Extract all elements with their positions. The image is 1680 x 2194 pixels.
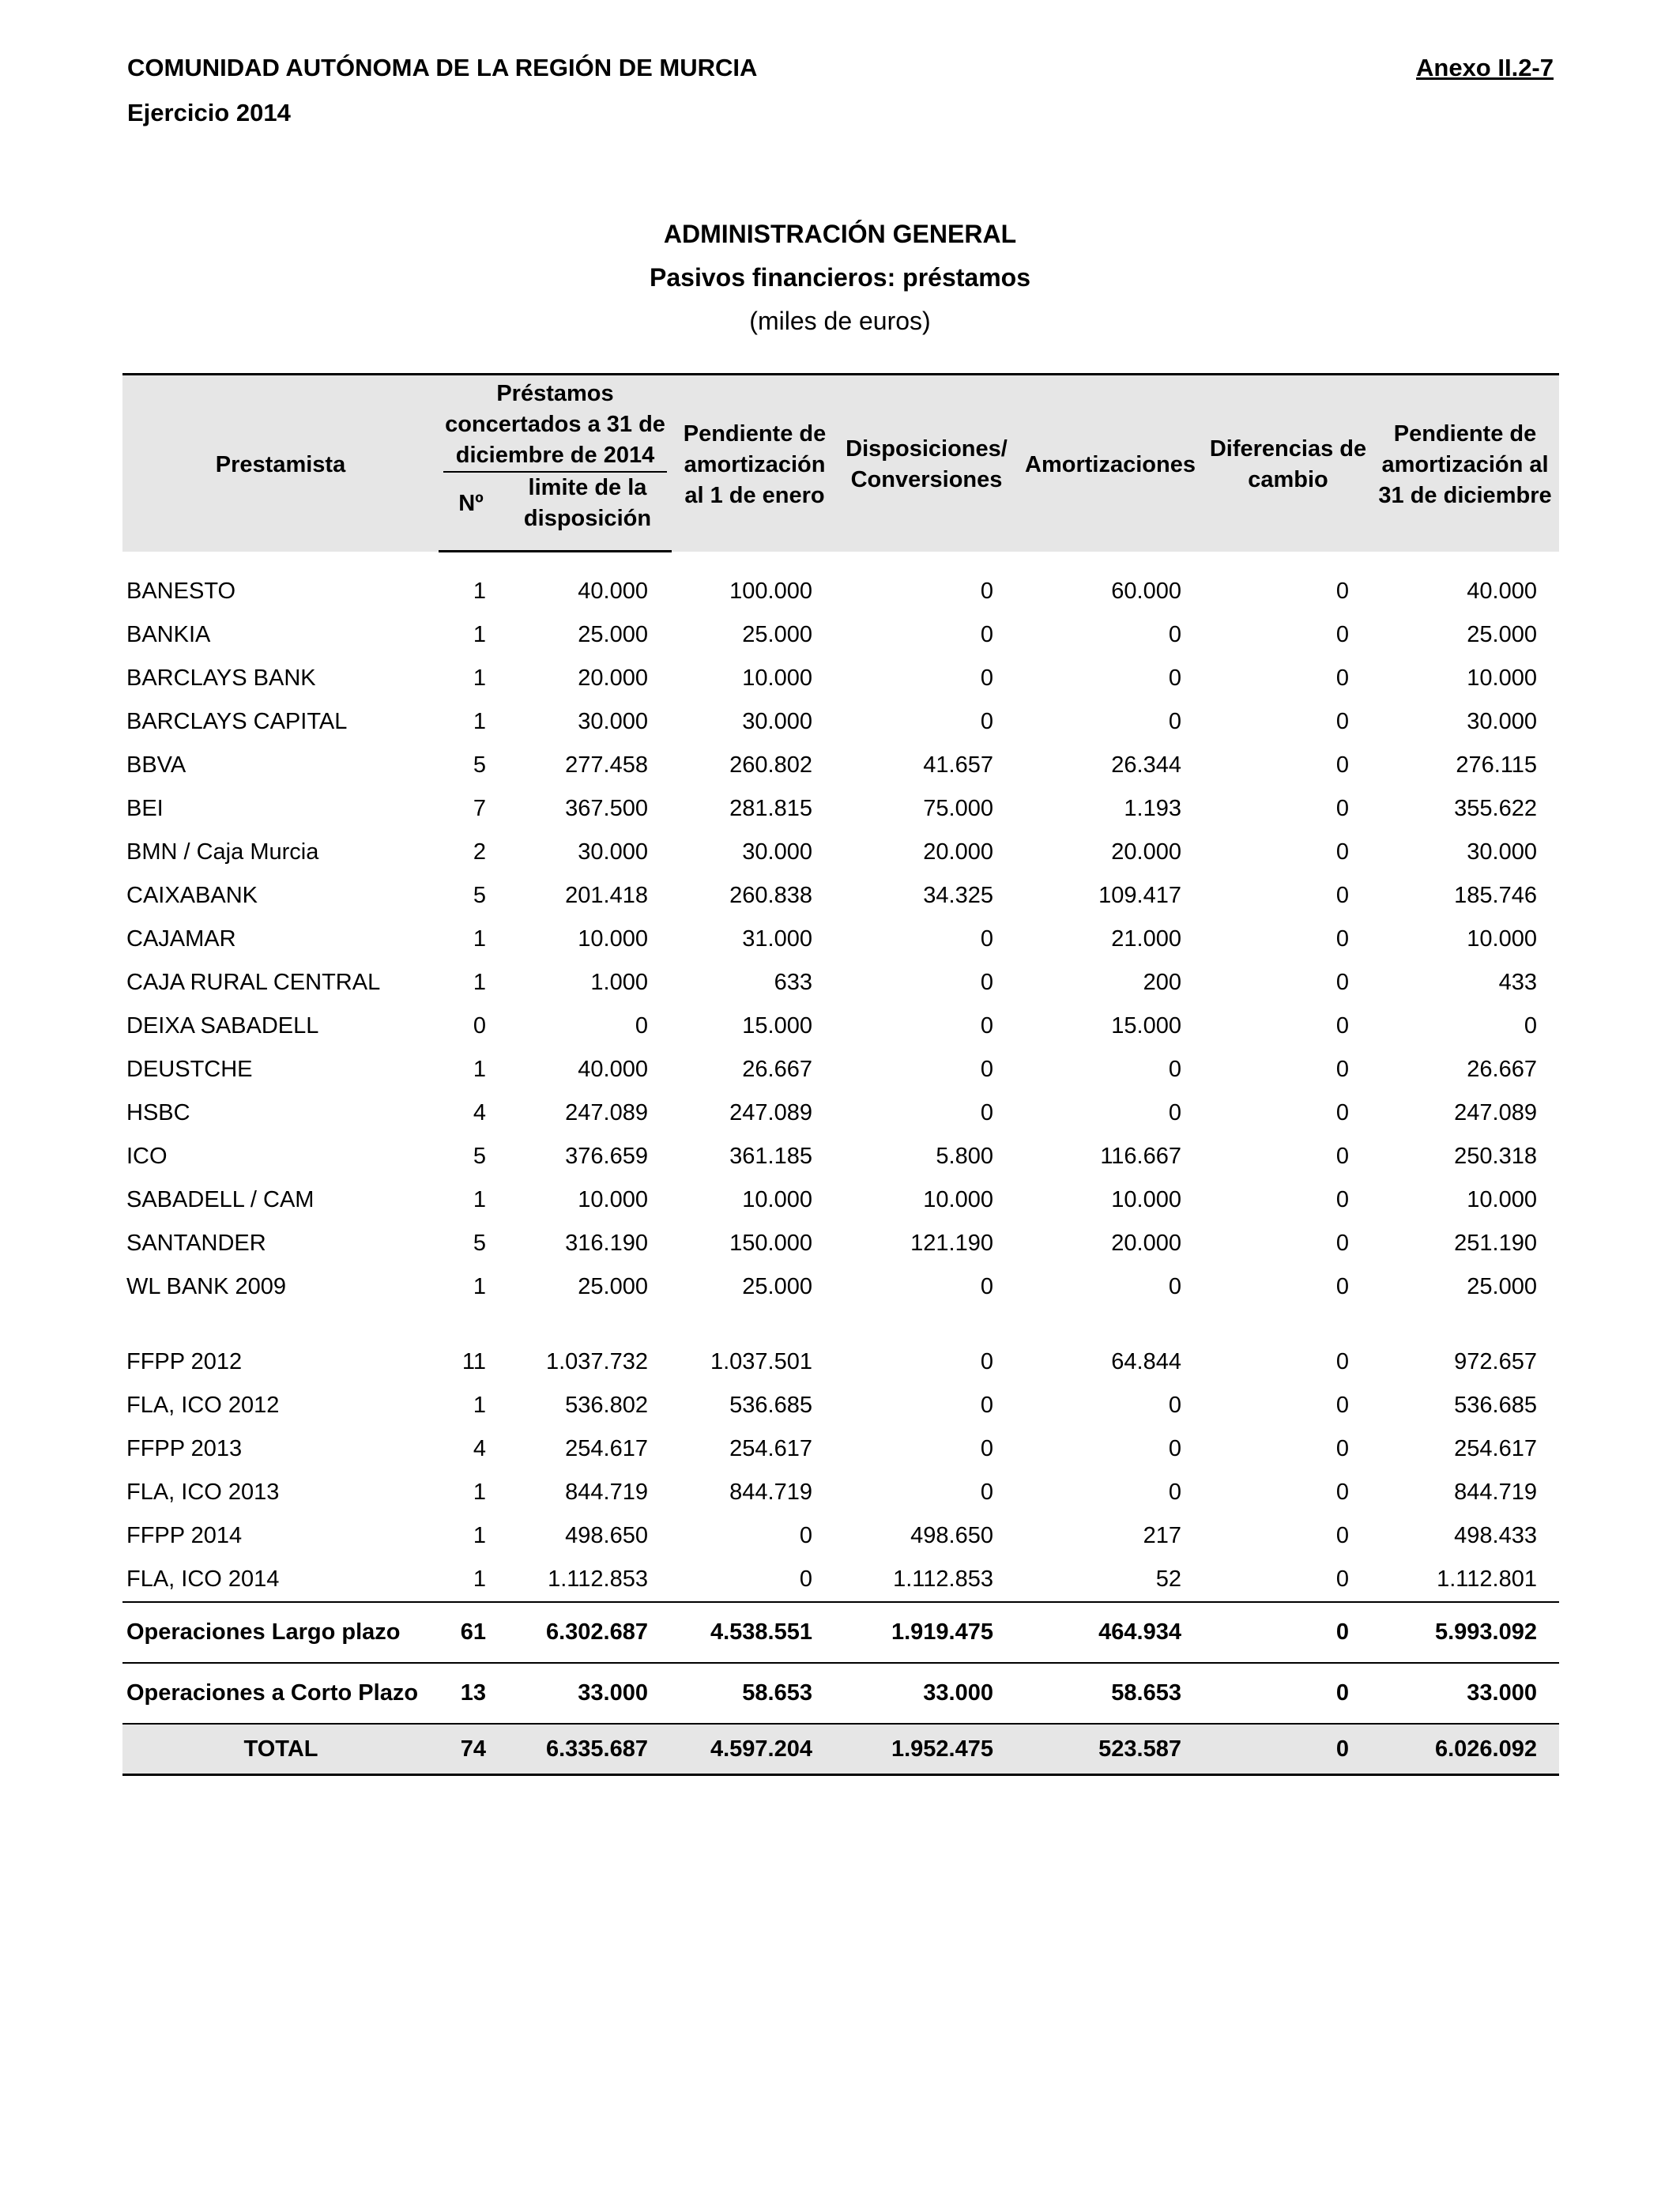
cell-pend-ini: 150.000	[729, 1231, 812, 1256]
cell-n: 5	[473, 1231, 486, 1256]
cell-pend-ini: 15.000	[742, 1013, 812, 1039]
header-pendiente-inicio: Pendiente de amortización al 1 de enero	[672, 375, 838, 552]
cell-n: 4	[473, 1436, 486, 1461]
cell-pend-ini: 281.815	[729, 796, 812, 821]
cell-pend-fin: 247.089	[1454, 1100, 1537, 1125]
lender-name: CAJAMAR	[126, 926, 236, 952]
header-limite: limite de la disposición	[503, 473, 672, 552]
cell-disp: 0	[980, 970, 993, 995]
table-row	[122, 918, 1559, 961]
cell-pend-ini: 0	[799, 1566, 812, 1592]
table-row	[122, 1178, 1559, 1222]
cell-pend-fin: 844.719	[1454, 1480, 1537, 1505]
cell-limite: 201.418	[565, 883, 648, 908]
lender-name: FLA, ICO 2012	[126, 1393, 280, 1418]
cell-amort: 0	[1168, 1057, 1181, 1082]
table-row	[122, 1427, 1559, 1471]
cell-disp: 0	[980, 622, 993, 647]
cell-disp: 0	[980, 1436, 993, 1461]
cell-limite: 6.335.687	[503, 1724, 672, 1775]
cell-dif: 0	[1335, 1231, 1349, 1256]
cell-dif: 0	[1335, 970, 1349, 995]
cell-amort: 0	[1168, 1100, 1181, 1125]
table-row	[122, 1048, 1559, 1091]
cell-disp: 10.000	[923, 1187, 993, 1212]
cell-n: 1	[473, 926, 486, 952]
cell-n: 4	[473, 1100, 486, 1125]
cell-dif: 0	[1335, 1274, 1349, 1299]
cell-disp: 0	[980, 709, 993, 734]
lender-name: FLA, ICO 2013	[126, 1480, 280, 1505]
cell-pend-ini: 25.000	[742, 1274, 812, 1299]
subtotal-largo-plazo-row	[122, 1602, 1559, 1663]
cell-dif: 0	[1335, 926, 1349, 952]
header-prestamos-group	[439, 375, 672, 473]
lender-name: BARCLAYS BANK	[126, 665, 316, 691]
cell-n: 1	[473, 1480, 486, 1505]
cell-dif: 0	[1335, 752, 1349, 778]
cell-limite: 10.000	[578, 926, 648, 952]
cell-amort: 0	[1168, 622, 1181, 647]
table-row	[122, 1340, 1559, 1384]
table-row	[122, 1265, 1559, 1309]
cell-pend-fin: 10.000	[1467, 926, 1537, 952]
cell-disp: 0	[980, 1100, 993, 1125]
lender-name: BANKIA	[126, 622, 211, 647]
cell-pend-ini: 10.000	[742, 1187, 812, 1212]
lender-name: TOTAL	[122, 1724, 439, 1775]
cell-dif: 0	[1335, 1523, 1349, 1548]
cell-pend-fin: 10.000	[1467, 665, 1537, 691]
cell-pend-fin: 1.112.801	[1437, 1566, 1537, 1592]
cell-limite: 316.190	[565, 1231, 648, 1256]
cell-pend-fin: 6.026.092	[1371, 1724, 1559, 1775]
cell-disp: 75.000	[923, 796, 993, 821]
table-row	[122, 874, 1559, 918]
cell-disp: 20.000	[923, 839, 993, 865]
header-amortizaciones: Amortizaciones	[1015, 375, 1205, 552]
cell-limite: 376.659	[565, 1144, 648, 1169]
cell-pend-ini: 100.000	[729, 579, 812, 604]
cell-n: 0	[473, 1013, 486, 1039]
cell-pend-ini: 844.719	[729, 1480, 812, 1505]
cell-dif: 0	[1335, 1566, 1349, 1592]
cell-amort: 0	[1168, 665, 1181, 691]
lender-name: FFPP 2013	[126, 1436, 243, 1461]
table-row	[122, 961, 1559, 1005]
cell-pend-ini: 10.000	[742, 665, 812, 691]
table-row	[122, 1384, 1559, 1427]
cell-pend-ini: 4.597.204	[672, 1724, 838, 1775]
subtotal-corto-plazo-row	[122, 1663, 1559, 1724]
cell-amort: 15.000	[1111, 1013, 1181, 1039]
cell-disp: 0	[980, 1393, 993, 1418]
cell-dif: 0	[1335, 1013, 1349, 1039]
lender-name: BMN / Caja Murcia	[126, 839, 319, 865]
cell-pend-fin: 25.000	[1467, 622, 1537, 647]
cell-dif: 0	[1205, 1724, 1371, 1775]
lender-name: DEIXA SABADELL	[126, 1013, 319, 1039]
cell-limite: 536.802	[565, 1393, 648, 1418]
cell-pend-fin: 185.746	[1454, 883, 1537, 908]
lender-name: DEUSTCHE	[126, 1057, 253, 1082]
cell-pend-fin: 972.657	[1454, 1349, 1537, 1374]
loans-table	[122, 373, 1559, 1776]
cell-amort: 10.000	[1111, 1187, 1181, 1212]
header-disposiciones: Disposiciones/ Conversiones	[838, 375, 1015, 552]
cell-limite: 1.037.732	[545, 1349, 648, 1374]
table-row	[122, 657, 1559, 700]
cell-amort: 464.934	[1015, 1602, 1205, 1663]
cell-limite: 25.000	[578, 622, 648, 647]
cell-amort: 60.000	[1111, 579, 1181, 604]
cell-dif: 0	[1335, 796, 1349, 821]
cell-dif: 0	[1335, 1480, 1349, 1505]
cell-amort: 0	[1168, 1480, 1181, 1505]
cell-amort: 26.344	[1111, 752, 1181, 778]
cell-amort: 0	[1168, 1274, 1181, 1299]
cell-amort: 523.587	[1015, 1724, 1205, 1775]
cell-disp: 0	[980, 1480, 993, 1505]
cell-pend-ini: 260.802	[729, 752, 812, 778]
cell-pend-fin: 25.000	[1467, 1274, 1537, 1299]
cell-pend-ini: 25.000	[742, 622, 812, 647]
table-row	[122, 1005, 1559, 1048]
header-numero: Nº	[439, 473, 503, 552]
cell-amort: 109.417	[1098, 883, 1181, 908]
cell-n: 7	[473, 796, 486, 821]
table-row	[122, 1514, 1559, 1558]
cell-n: 1	[473, 1566, 486, 1592]
cell-pend-fin: 33.000	[1371, 1663, 1559, 1724]
cell-disp: 33.000	[838, 1663, 1015, 1724]
cell-n: 1	[473, 970, 486, 995]
cell-limite: 33.000	[503, 1663, 672, 1724]
lender-name: SANTANDER	[126, 1231, 266, 1256]
cell-n: 2	[473, 839, 486, 865]
cell-n: 13	[439, 1663, 503, 1724]
lender-name: SABADELL / CAM	[126, 1187, 315, 1212]
cell-pend-ini: 361.185	[729, 1144, 812, 1169]
cell-pend-fin: 5.993.092	[1371, 1602, 1559, 1663]
cell-dif: 0	[1335, 1144, 1349, 1169]
cell-limite: 0	[635, 1013, 648, 1039]
cell-pend-fin: 251.190	[1454, 1231, 1537, 1256]
cell-amort: 0	[1168, 1393, 1181, 1418]
cell-limite: 1.000	[590, 970, 648, 995]
cell-dif: 0	[1335, 1187, 1349, 1212]
cell-limite: 30.000	[578, 839, 648, 865]
cell-disp: 1.919.475	[838, 1602, 1015, 1663]
table-row	[122, 1471, 1559, 1514]
cell-amort: 64.844	[1111, 1349, 1181, 1374]
cell-pend-fin: 0	[1524, 1013, 1537, 1039]
total-row	[122, 1724, 1559, 1775]
cell-limite: 40.000	[578, 1057, 648, 1082]
cell-disp: 41.657	[923, 752, 993, 778]
lender-name: BANESTO	[126, 579, 236, 604]
cell-pend-ini: 247.089	[729, 1100, 812, 1125]
cell-disp: 1.952.475	[838, 1724, 1015, 1775]
cell-pend-fin: 26.667	[1467, 1057, 1537, 1082]
cell-n: 61	[439, 1602, 503, 1663]
cell-pend-fin: 10.000	[1467, 1187, 1537, 1212]
table-row	[122, 570, 1559, 613]
lender-name: WL BANK 2009	[126, 1274, 287, 1299]
cell-limite: 367.500	[565, 796, 648, 821]
cell-disp: 0	[980, 665, 993, 691]
lender-name: FFPP 2012	[126, 1349, 243, 1374]
cell-pend-fin: 30.000	[1467, 709, 1537, 734]
cell-amort: 58.653	[1015, 1663, 1205, 1724]
table-row	[122, 1222, 1559, 1265]
cell-amort: 217	[1143, 1523, 1181, 1548]
cell-limite: 6.302.687	[503, 1602, 672, 1663]
cell-dif: 0	[1335, 839, 1349, 865]
cell-pend-ini: 0	[799, 1523, 812, 1548]
lender-name: FLA, ICO 2014	[126, 1566, 280, 1592]
table-row	[122, 1091, 1559, 1135]
cell-limite: 1.112.853	[548, 1566, 648, 1592]
lender-name: Operaciones Largo plazo	[122, 1602, 439, 1663]
cell-dif: 0	[1335, 579, 1349, 604]
cell-disp: 498.650	[910, 1523, 993, 1548]
cell-pend-fin: 536.685	[1454, 1393, 1537, 1418]
cell-pend-ini: 31.000	[742, 926, 812, 952]
cell-pend-ini: 254.617	[729, 1436, 812, 1461]
cell-limite: 247.089	[565, 1100, 648, 1125]
cell-pend-fin: 498.433	[1454, 1523, 1537, 1548]
cell-dif: 0	[1205, 1663, 1371, 1724]
cell-n: 11	[461, 1349, 486, 1374]
cell-n: 1	[473, 1274, 486, 1299]
cell-n: 1	[473, 622, 486, 647]
cell-disp: 0	[980, 1013, 993, 1039]
cell-disp: 0	[980, 1057, 993, 1082]
cell-dif: 0	[1205, 1602, 1371, 1663]
cell-dif: 0	[1335, 665, 1349, 691]
cell-disp: 5.800	[936, 1144, 993, 1169]
cell-amort: 20.000	[1111, 839, 1181, 865]
cell-disp: 0	[980, 1349, 993, 1374]
spacer-row	[122, 552, 1559, 571]
cell-pend-ini: 30.000	[742, 709, 812, 734]
cell-n: 1	[473, 709, 486, 734]
cell-amort: 1.193	[1124, 796, 1181, 821]
cell-pend-ini: 536.685	[729, 1393, 812, 1418]
cell-amort: 0	[1168, 709, 1181, 734]
organization-title: COMUNIDAD AUTÓNOMA DE LA REGIÓN DE MURCIA	[127, 54, 758, 81]
report-subtitle: Pasivos financieros: préstamos	[650, 263, 1030, 292]
cell-pend-ini: 4.538.551	[672, 1602, 838, 1663]
cell-amort: 116.667	[1100, 1144, 1181, 1169]
cell-pend-fin: 254.617	[1454, 1436, 1537, 1461]
cell-pend-fin: 433	[1498, 970, 1537, 995]
lender-name: BARCLAYS CAPITAL	[126, 709, 348, 734]
table-row	[122, 787, 1559, 831]
lender-name: CAIXABANK	[126, 883, 258, 908]
cell-n: 1	[473, 665, 486, 691]
table-row	[122, 613, 1559, 657]
cell-pend-ini: 26.667	[742, 1057, 812, 1082]
cell-disp: 0	[980, 926, 993, 952]
cell-pend-fin: 40.000	[1467, 579, 1537, 604]
cell-disp: 34.325	[923, 883, 993, 908]
cell-amort: 52	[1155, 1566, 1181, 1592]
cell-pend-fin: 276.115	[1456, 752, 1537, 778]
report-units: (miles de euros)	[749, 307, 931, 335]
cell-amort: 0	[1168, 1436, 1181, 1461]
cell-n: 5	[473, 752, 486, 778]
table-row	[122, 831, 1559, 874]
spacer-row	[122, 1309, 1559, 1340]
cell-dif: 0	[1335, 1349, 1349, 1374]
cell-amort: 200	[1143, 970, 1181, 995]
table-row	[122, 744, 1559, 787]
cell-pend-ini: 1.037.501	[710, 1349, 812, 1374]
cell-limite: 844.719	[565, 1480, 648, 1505]
lender-name: FFPP 2014	[126, 1523, 243, 1548]
cell-disp: 1.112.853	[893, 1566, 993, 1592]
cell-pend-ini: 633	[774, 970, 812, 995]
cell-dif: 0	[1335, 709, 1349, 734]
header-group-label: Préstamos concertados a 31 de diciembre de 2014	[443, 379, 667, 473]
lender-name: CAJA RURAL CENTRAL	[126, 970, 381, 995]
table-row	[122, 1558, 1559, 1602]
cell-disp: 121.190	[910, 1231, 993, 1256]
cell-pend-fin: 30.000	[1467, 839, 1537, 865]
cell-dif: 0	[1335, 1057, 1349, 1082]
cell-disp: 0	[980, 1274, 993, 1299]
cell-dif: 0	[1335, 883, 1349, 908]
cell-n: 5	[473, 883, 486, 908]
cell-pend-ini: 260.838	[729, 883, 812, 908]
report-title: ADMINISTRACIÓN GENERAL	[663, 220, 1017, 248]
cell-pend-ini: 58.653	[672, 1663, 838, 1724]
cell-limite: 10.000	[578, 1187, 648, 1212]
cell-n: 1	[473, 579, 486, 604]
cell-pend-fin: 355.622	[1454, 796, 1537, 821]
lender-name: BEI	[126, 796, 164, 821]
cell-n: 1	[473, 1057, 486, 1082]
cell-dif: 0	[1335, 622, 1349, 647]
cell-limite: 25.000	[578, 1274, 648, 1299]
cell-amort: 20.000	[1111, 1231, 1181, 1256]
lender-name: BBVA	[126, 752, 186, 778]
cell-amort: 21.000	[1111, 926, 1181, 952]
cell-dif: 0	[1335, 1436, 1349, 1461]
cell-n: 74	[439, 1724, 503, 1775]
table-row	[122, 700, 1559, 744]
cell-limite: 498.650	[565, 1523, 648, 1548]
cell-limite: 277.458	[565, 752, 648, 778]
lender-name: Operaciones a Corto Plazo	[122, 1663, 439, 1724]
cell-n: 5	[473, 1144, 486, 1169]
cell-pend-fin: 250.318	[1454, 1144, 1537, 1169]
table-row	[122, 1135, 1559, 1178]
cell-dif: 0	[1335, 1100, 1349, 1125]
cell-pend-ini: 30.000	[742, 839, 812, 865]
header-diferencias: Diferencias de cambio	[1205, 375, 1371, 552]
lender-name: ICO	[126, 1144, 168, 1169]
cell-n: 1	[473, 1523, 486, 1548]
exercise-year: Ejercicio 2014	[127, 99, 291, 126]
cell-limite: 30.000	[578, 709, 648, 734]
cell-n: 1	[473, 1393, 486, 1418]
annex-label: Anexo II.2-7	[1416, 54, 1554, 81]
cell-disp: 0	[980, 579, 993, 604]
header-prestamista: Prestamista	[122, 375, 439, 552]
cell-limite: 20.000	[578, 665, 648, 691]
lender-name: HSBC	[126, 1100, 190, 1125]
cell-dif: 0	[1335, 1393, 1349, 1418]
cell-limite: 40.000	[578, 579, 648, 604]
cell-n: 1	[473, 1187, 486, 1212]
cell-limite: 254.617	[565, 1436, 648, 1461]
header-pendiente-fin: Pendiente de amortización al 31 de diciembre	[1371, 375, 1559, 552]
